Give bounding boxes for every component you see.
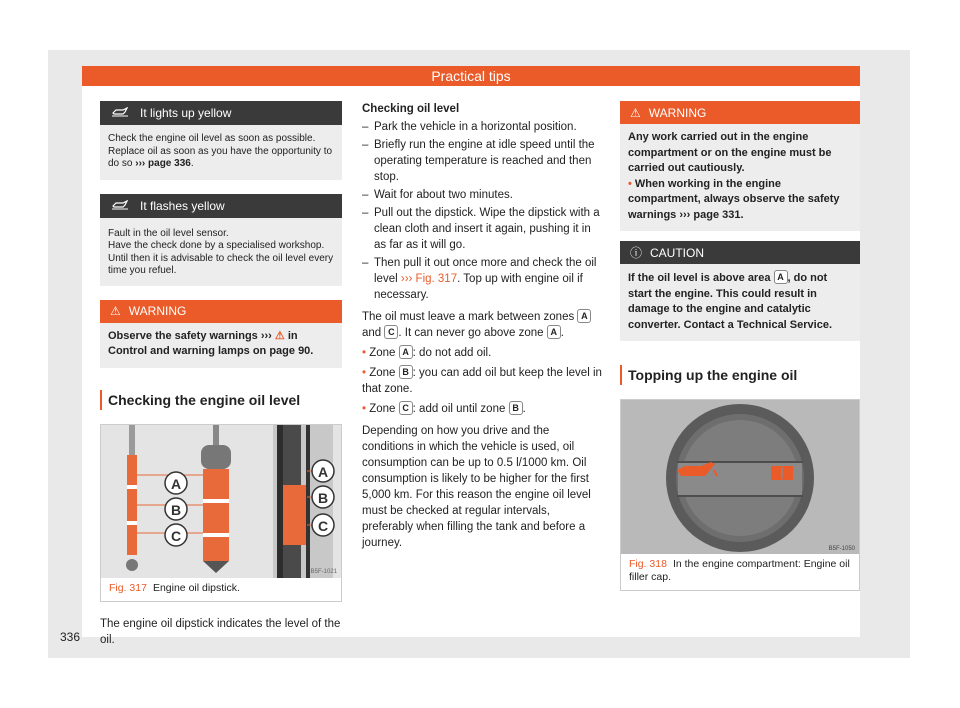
figure-318 — [620, 399, 860, 591]
text: . — [190, 158, 194, 169]
section-title: Checking the engine oil level — [100, 390, 342, 410]
warning-box — [620, 101, 860, 231]
dipstick-illustration — [101, 425, 341, 578]
oil-can-icon — [100, 199, 140, 213]
label-c: C — [170, 527, 182, 544]
column-2 — [362, 101, 602, 551]
bullet-item — [362, 401, 602, 417]
figure-317 — [100, 424, 342, 602]
zone-badge-c: C — [384, 325, 398, 339]
text: Have the check done by a specialised workshop. Until then it is advisable to check the oil level every time you refuel. — [108, 240, 334, 276]
figure-caption — [101, 578, 341, 601]
indicator-title: It lights up yellow — [140, 106, 232, 120]
text: Observe the safety warnings ››› — [108, 329, 272, 342]
caution-title: CAUTION — [650, 245, 705, 260]
text: , do not start the engine. This could result in damage to the engine and catalytic converter. Contact a Technical Service. — [628, 272, 832, 331]
heading: Checking oil level — [362, 103, 460, 115]
text: Zone — [369, 347, 396, 359]
warning-icon: ⚠ — [110, 304, 121, 318]
column-3 — [620, 101, 860, 591]
figure-code: B5F-1021 — [310, 568, 337, 575]
text: When working in the engine compartment, always observe the safety warnings — [628, 177, 840, 221]
caution-text — [620, 264, 860, 341]
text: Fault in the oil level sensor. — [108, 227, 229, 239]
zone-badge-a: A — [399, 345, 413, 359]
manual-book-icon — [771, 466, 793, 480]
text: . Top up with engine oil if necessary. — [374, 273, 583, 301]
page-link[interactable]: ››› page 336 — [135, 158, 191, 169]
oil-can-icon — [100, 106, 140, 120]
text: in Control and warning lamps on page 90. — [108, 329, 314, 357]
bullet-icon: • — [362, 403, 367, 415]
step: – Pull out the dipstick. Wipe the dipstick with a clean cloth and insert it again, pushing it in as far as it will go. — [362, 205, 602, 253]
warning-header — [100, 300, 342, 323]
figure-link[interactable]: ››› Fig. 317 — [400, 273, 458, 285]
text: : do not add oil. — [412, 347, 492, 359]
text: . — [522, 403, 526, 415]
indicator-bar-yellow — [100, 101, 342, 125]
warning-header — [620, 101, 860, 124]
text: . — [740, 208, 744, 221]
warning-title: WARNING — [648, 105, 707, 120]
caption-text: In the engine compartment: Engine oil filler cap. — [629, 558, 850, 583]
paragraph: The engine oil dipstick indicates the level of the oil. — [100, 617, 341, 646]
caution-box — [620, 241, 860, 341]
page-number: 336 — [60, 630, 81, 644]
label-a: A — [317, 463, 329, 480]
text: Zone — [369, 367, 396, 379]
section-title: Topping up the engine oil — [620, 365, 860, 385]
text: : add oil until zone — [412, 403, 506, 415]
label-b: B — [317, 489, 329, 506]
paragraph: Depending on how you drive and the conditions in which the vehicle is used, oil consumption can be up to 0.5 l/1000 km. Oil consumption is likely to be higher for the first 5,000 km. For this reason the engine oil level must be checked at regular intervals, preferably when filling the tank and before a journey. — [362, 425, 591, 549]
bullet-item — [362, 365, 602, 397]
figure-caption — [621, 554, 859, 590]
warning-icon: ⚠ — [630, 105, 641, 120]
text: The oil must leave a mark between zones — [362, 311, 575, 323]
bullet-item — [362, 345, 602, 361]
zone-badge-a: A — [577, 309, 591, 323]
caution-header — [620, 241, 860, 264]
warning-text — [100, 323, 342, 368]
indicator-text — [100, 218, 342, 286]
warning-title: WARNING — [128, 304, 187, 318]
text: . It can never go above zone — [398, 327, 544, 339]
info-circle-icon: ⓘ — [630, 246, 643, 260]
text: : you can add oil but keep the level in that zone. — [362, 367, 602, 395]
zone-badge-b: B — [509, 401, 523, 415]
step — [362, 255, 602, 303]
text: . — [560, 327, 564, 339]
text: and — [362, 327, 382, 339]
figure-number: Fig. 317 — [109, 581, 147, 594]
bullet-item — [628, 177, 852, 224]
figure-number: Fig. 318 — [629, 558, 667, 570]
zone-badge-c: C — [399, 401, 413, 415]
zone-badge-b: B — [399, 365, 413, 379]
paragraph — [362, 309, 602, 341]
step: – Park the vehicle in a horizontal position. — [362, 119, 602, 135]
label-b: B — [170, 501, 182, 518]
label-c: C — [317, 517, 329, 534]
caption-text: Engine oil dipstick. — [152, 581, 240, 594]
page-link[interactable]: ››› page 331 — [679, 208, 741, 221]
text: Zone — [369, 403, 396, 415]
indicator-title: It flashes yellow — [140, 198, 225, 213]
text: Any work carried out in the engine compartment or on the engine must be carried out cautiously. — [628, 131, 832, 174]
zone-badge-a: A — [547, 325, 561, 339]
indicator-text — [100, 125, 342, 180]
oil-filler-cap-illustration — [621, 400, 859, 554]
text: Check the engine oil level as soon as possible. Replace oil as soon as you have the opportunity to do so — [108, 133, 333, 169]
label-a: A — [170, 475, 182, 492]
warning-text — [620, 124, 860, 231]
zone-badge-a: A — [774, 270, 788, 284]
column-1 — [100, 101, 342, 648]
text: If the oil level is above area — [628, 272, 771, 284]
warning-box — [100, 300, 342, 368]
indicator-bar-flashing — [100, 194, 342, 218]
bullet-icon: • — [628, 177, 632, 190]
bullet-icon: • — [362, 367, 367, 379]
warning-icon: ⚠ — [274, 329, 285, 342]
page-header: Practical tips — [82, 66, 860, 86]
text: Then pull it out once more and check the oil level — [374, 257, 597, 285]
step: – Briefly run the engine at idle speed until the operating temperature is reached and then stop. — [362, 137, 602, 185]
step: – Wait for about two minutes. — [362, 187, 602, 203]
figure-code: B5F-1050 — [828, 546, 855, 552]
bullet-icon: • — [362, 347, 367, 359]
